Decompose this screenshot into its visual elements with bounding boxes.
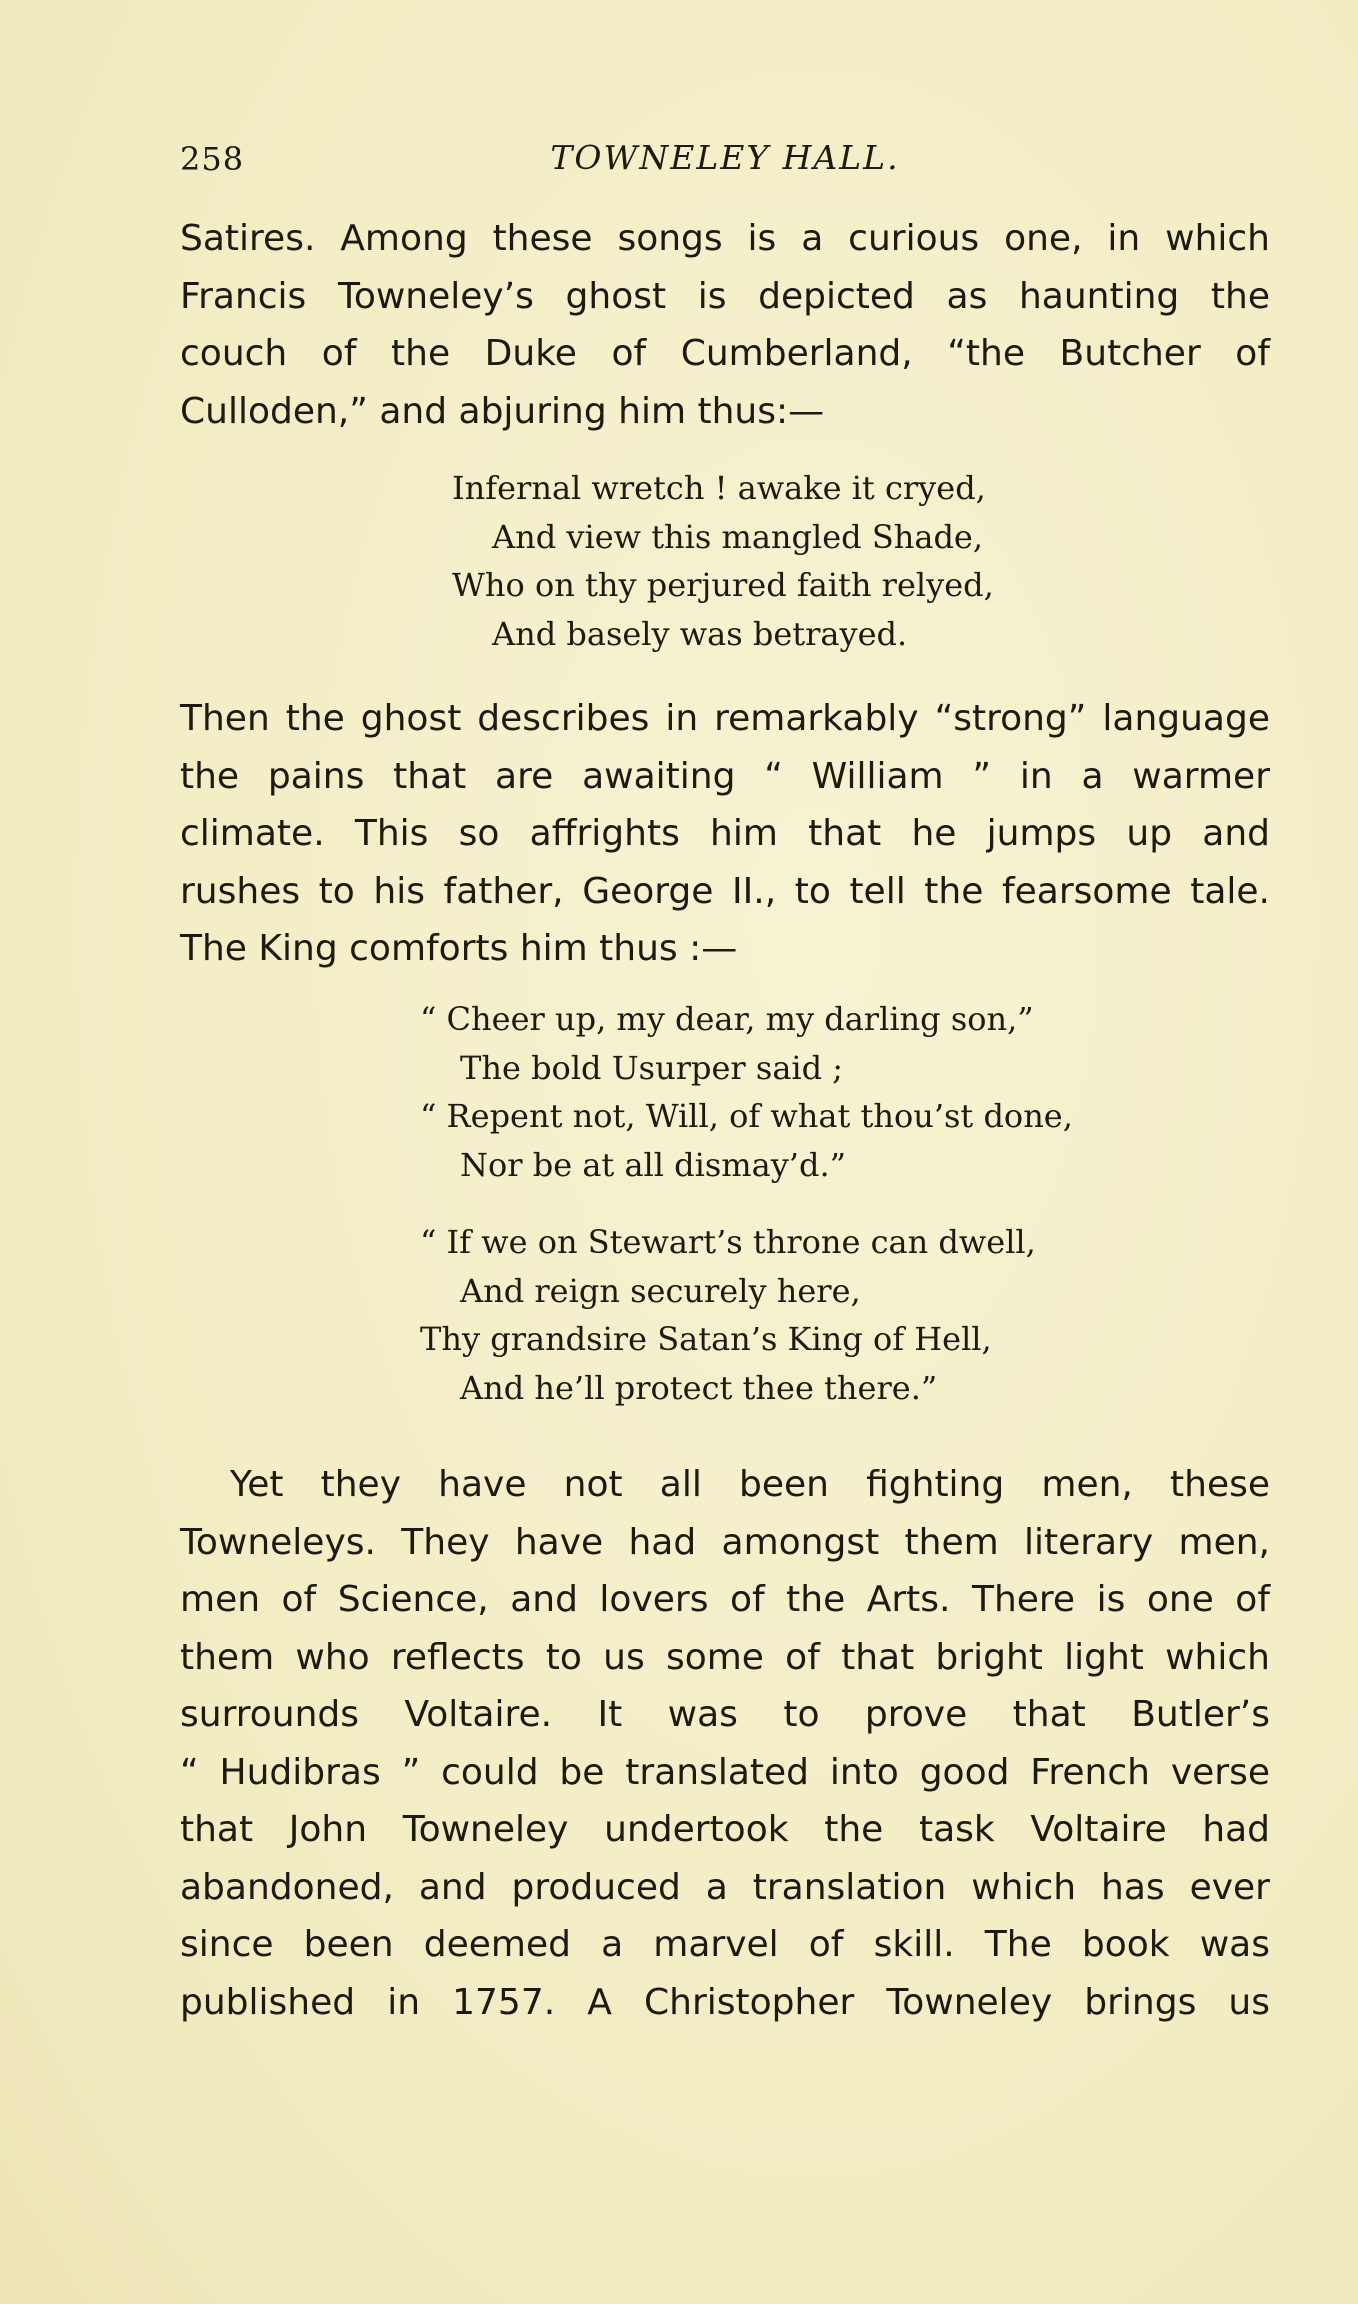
verse-line: Who on thy perjured faith relyed,	[452, 566, 994, 604]
verse-stanza-1	[452, 464, 994, 658]
paragraph-line: men of Science, and lovers of the Arts. There is one of	[180, 1579, 1270, 1620]
paragraph-line: abandoned, and produced a translation which has ever	[180, 1866, 1270, 1908]
verse-stanza-2	[420, 995, 1073, 1189]
paragraph-line: “ Hudibras ” could be translated into good French verse	[180, 1751, 1270, 1793]
paragraph-line: them who reflects to us some of that bright light which	[180, 1636, 1270, 1678]
verse-line: “ If we on Stewart’s throne can dwell,	[420, 1223, 1036, 1261]
verse-line: “ Cheer up, my dear, my darling son,”	[420, 1000, 1034, 1038]
running-title: TOWNELEY HALL.	[550, 138, 900, 177]
verse-line: The bold Usurper said ;	[460, 1048, 844, 1087]
paragraph-line: Francis Towneley’s ghost is depicted as haunting the	[180, 275, 1270, 317]
paragraph-line: couch of the Duke of Cumberland, “the Butcher of	[180, 333, 1270, 374]
verse-line: Nor be at all dismay’d.”	[460, 1145, 846, 1184]
paragraph-line: that John Towneley undertook the task Voltaire had	[180, 1809, 1270, 1850]
paragraph-line: Towneleys. They have had amongst them literary men,	[180, 1521, 1270, 1563]
paragraph-1	[180, 210, 1270, 440]
paragraph-2	[180, 690, 1270, 978]
verse-line: And basely was betrayed.	[492, 614, 908, 653]
verse-line: And view this mangled Shade,	[492, 517, 984, 556]
paragraph-line: the pains that are awaiting “ William ” in a warmer	[180, 755, 1270, 797]
page-header	[180, 138, 1270, 188]
page-number: 258	[180, 140, 245, 178]
paragraph-line: climate. This so affrights him that he jumps up and	[180, 813, 1270, 854]
verse-line: Thy grandsire Satan’s King of Hell,	[420, 1320, 992, 1358]
paragraph-line: surrounds Voltaire. It was to prove that Butler’s	[180, 1694, 1270, 1735]
verse-stanza-3	[420, 1218, 1036, 1412]
verse-line: And he’ll protect thee there.”	[460, 1368, 938, 1407]
paragraph-line: published in 1757. A Christopher Towneley brings us	[180, 1981, 1270, 2023]
verse-line: And reign securely here,	[460, 1271, 861, 1310]
paragraph-line: since been deemed a marvel of skill. The book was	[180, 1924, 1270, 1965]
paragraph-line: Yet they have not all been fighting men, these	[230, 1464, 1270, 1505]
paragraph-line: The King comforts him thus :—	[180, 928, 738, 969]
paragraph-line: Then the ghost describes in remarkably “strong” language	[180, 698, 1270, 739]
paragraph-3	[180, 1456, 1270, 2031]
paragraph-line: Culloden,” and abjuring him thus:—	[180, 390, 825, 432]
verse-line: Infernal wretch ! awake it cryed,	[452, 469, 986, 507]
paragraph-line: rushes to his father, George II., to tell the fearsome tale.	[180, 870, 1270, 912]
paragraph-line: Satires. Among these songs is a curious one, in which	[180, 218, 1270, 259]
verse-line: “ Repent not, Will, of what thou’st done,	[420, 1097, 1073, 1135]
book-page	[180, 0, 1270, 2304]
